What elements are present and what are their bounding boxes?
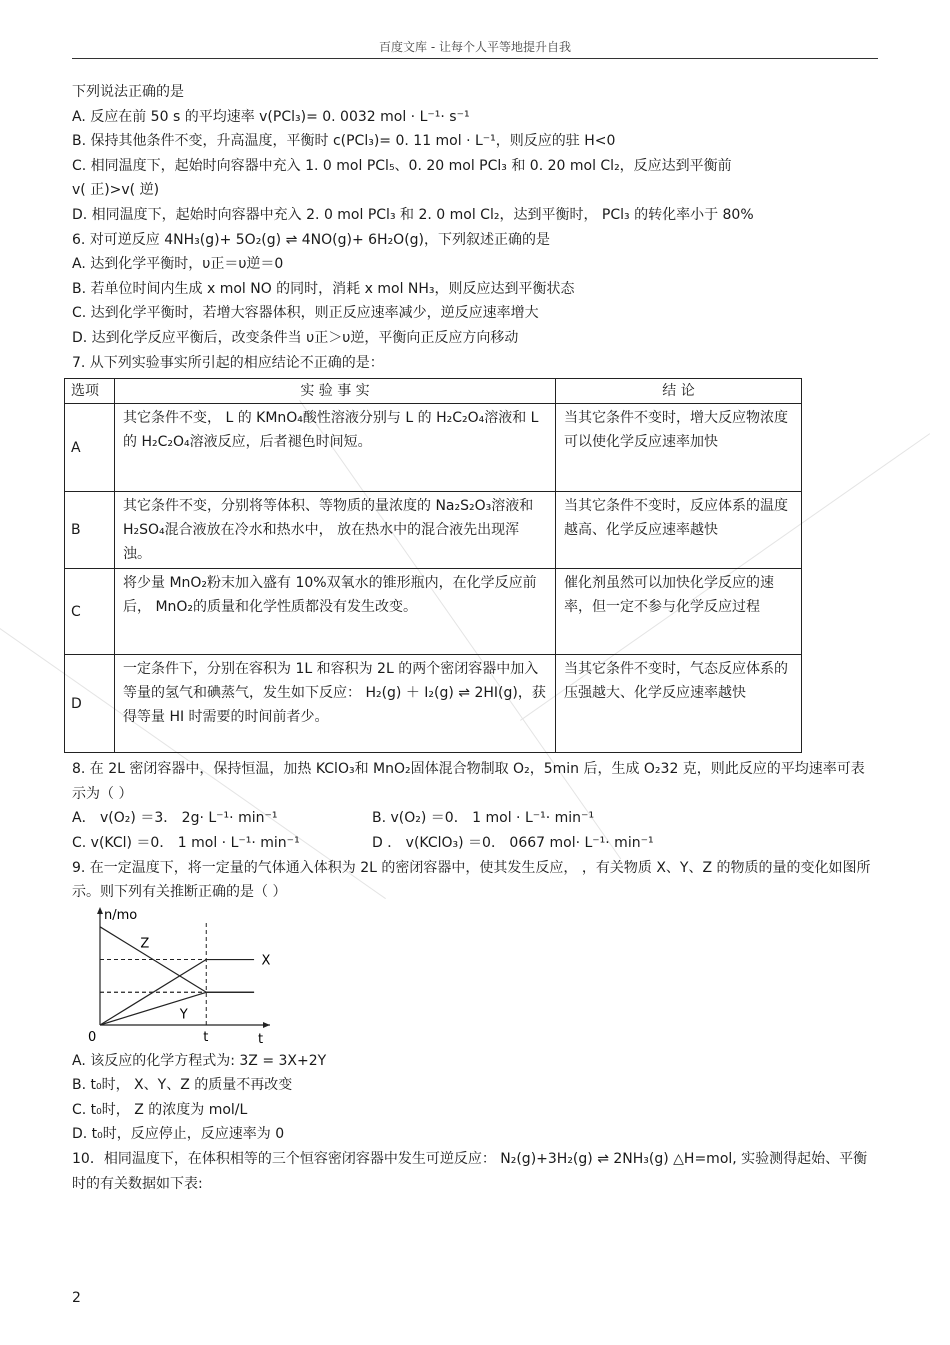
header-option: 选项 xyxy=(65,379,115,404)
row-conclusion: 当其它条件不变时，气态反应体系的压强越大、化学反应速率越快 xyxy=(556,655,802,753)
row-fact: 一定条件下，分别在容积为 1L 和容积为 2L 的两个密闭容器中加入等量的氢气和碘蒸气，发生如下反应： H₂(g) ＋ I₂(g) ⇌ 2HI(g)，获得等量 HI 时需要的时间前者少。 xyxy=(115,655,556,753)
intro-line: B. 保持其他条件不变，升高温度，平衡时 c(PCl₃)= 0. 11 mol · L⁻¹，则反应的驻 H<0 xyxy=(72,133,616,150)
q7-stem: 7. 从下列实验事实所引起的相应结论不正确的是： xyxy=(72,354,384,371)
series-line-y xyxy=(100,992,206,1025)
table-row xyxy=(65,404,802,492)
q9-option-a: A. 该反应的化学方程式为: 3Z = 3X+2Y xyxy=(72,1052,327,1069)
q8-options-row1 xyxy=(72,806,878,831)
page-header: 百度文库 - 让每个人平等地提升自我 xyxy=(379,40,571,54)
q9-option-c: C. t₀时， Z 的浓度为 mol/L xyxy=(72,1101,248,1118)
header-fact: 实 验 事 实 xyxy=(115,379,556,404)
document-body xyxy=(72,80,878,1196)
header-divider xyxy=(72,58,878,59)
origin-label: 0 xyxy=(88,1029,97,1045)
row-option: C xyxy=(65,569,115,655)
table-row xyxy=(65,569,802,655)
intro-line: 下列说法正确的是 xyxy=(72,84,184,100)
y-axis-label: n/mo xyxy=(104,907,138,923)
row-conclusion: 当其它条件不变时，增大反应物浓度可以使化学反应速率加快 xyxy=(556,404,802,492)
x-axis-arrow xyxy=(263,1022,270,1028)
q6-option-c: C. 达到化学平衡时，若增大容器体积，则正反应速率减少，逆反应速率增大 xyxy=(72,305,539,322)
label-x: X xyxy=(261,953,271,969)
y-axis-arrow xyxy=(97,907,103,914)
row-option: D xyxy=(65,655,115,753)
intro-line: D. 相同温度下，起始时向容器中充入 2. 0 mol PCl₃ 和 2. 0 mol Cl₂，达到平衡时， PCl₃ 的转化率小于 80% xyxy=(72,206,754,223)
label-y: Y xyxy=(179,1007,188,1023)
experiment-table xyxy=(64,378,802,753)
intro-line: A. 反应在前 50 s 的平均速率 v(PCl₃)= 0. 0032 mol · L⁻¹· s⁻¹ xyxy=(72,108,470,125)
page-number: 2 xyxy=(72,1290,81,1306)
t0-label: t xyxy=(203,1029,209,1045)
q8-stem: 8. 在 2L 密闭容器中，保持恒温，加热 KClO₃和 MnO₂固体混合物制取 O₂，5min 后，生成 O₂32 克，则此反应的平均速率可表示为（ ） xyxy=(72,761,865,802)
table-row xyxy=(65,492,802,569)
x-axis-label: t xyxy=(258,1031,264,1047)
intro-line: C. 相同温度下，起始时向容器中充入 1. 0 mol PCl₅、0. 20 mol PCl₃ 和 0. 20 mol Cl₂，反应达到平衡前 xyxy=(72,157,732,174)
graph-svg xyxy=(82,907,282,1047)
row-option: B xyxy=(65,492,115,569)
q9-option-b: B. t₀时， X、Y、Z 的质量不再改变 xyxy=(72,1077,293,1094)
table-row xyxy=(65,655,802,753)
row-option: A xyxy=(65,404,115,492)
q8-option-d: D ． v(KClO₃) ＝0． 0667 mol· L⁻¹· min⁻¹ xyxy=(372,834,654,851)
row-conclusion: 当其它条件不变时，反应体系的温度越高、化学反应速率越快 xyxy=(556,492,802,569)
q8-option-c: C. v(KCl) ＝0． 1 mol · L⁻¹· min⁻¹ xyxy=(72,834,300,851)
amount-time-graph xyxy=(82,907,282,1047)
intro-line: v( 正)>v( 逆) xyxy=(72,182,160,199)
q6-stem: 6. 对可逆反应 4NH₃(g)+ 5O₂(g) ⇌ 4NO(g)+ 6H₂O(g)，下列叙述正确的是 xyxy=(72,231,551,248)
row-fact: 将少量 MnO₂粉末加入盛有 10%双氧水的锥形瓶内，在化学反应前后， MnO₂的质量和化学性质都没有发生改变。 xyxy=(115,569,556,655)
q8-option-b: B. v(O₂) ＝0． 1 mol · L⁻¹· min⁻¹ xyxy=(372,810,595,827)
header-conclusion: 结 论 xyxy=(556,379,802,404)
label-z: Z xyxy=(140,936,150,952)
row-fact: 其它条件不变，分别将等体积、等物质的量浓度的 Na₂S₂O₃溶液和 H₂SO₄混合液放在冷水和热水中， 放在热水中的混合液先出现浑浊。 xyxy=(115,492,556,569)
q9-option-d: D. t₀时，反应停止，反应速率为 0 xyxy=(72,1126,285,1143)
row-fact: 其它条件不变， L 的 KMnO₄酸性溶液分别与 L 的 H₂C₂O₄溶液和 L 的 H₂C₂O₄溶液反应，后者褪色时间短。 xyxy=(115,404,556,492)
q6-option-d: D. 达到化学反应平衡后，改变条件当 υ正＞υ逆，平衡向正反应方向移动 xyxy=(72,329,519,346)
q8-options-row2 xyxy=(72,831,878,856)
q9-stem: 9. 在一定温度下，将一定量的气体通入体积为 2L 的密闭容器中，使其发生反应， ，有关物质 X、Y、Z 的物质的量的变化如图所示。则下列有关推断正确的是（ ） xyxy=(72,859,871,901)
table-header-row xyxy=(65,379,802,404)
q6-option-b: B. 若单位时间内生成 x mol NO 的同时，消耗 x mol NH₃，则反应达到平衡状态 xyxy=(72,280,575,297)
q8-option-a: A． v(O₂) ＝3． 2g· L⁻¹· min⁻¹ xyxy=(72,810,278,827)
q10-stem: 10．相同温度下，在体积相等的三个恒容密闭容器中发生可逆反应： N₂(g)+3H₂(g) ⇌ 2NH₃(g) △H=mol, 实验测得起始、平衡时的有关数据如下表: xyxy=(72,1151,868,1192)
row-conclusion: 催化剂虽然可以加快化学反应的速率，但一定不参与化学反应过程 xyxy=(556,569,802,655)
q6-option-a: A. 达到化学平衡时，υ正＝υ逆＝0 xyxy=(72,256,284,273)
